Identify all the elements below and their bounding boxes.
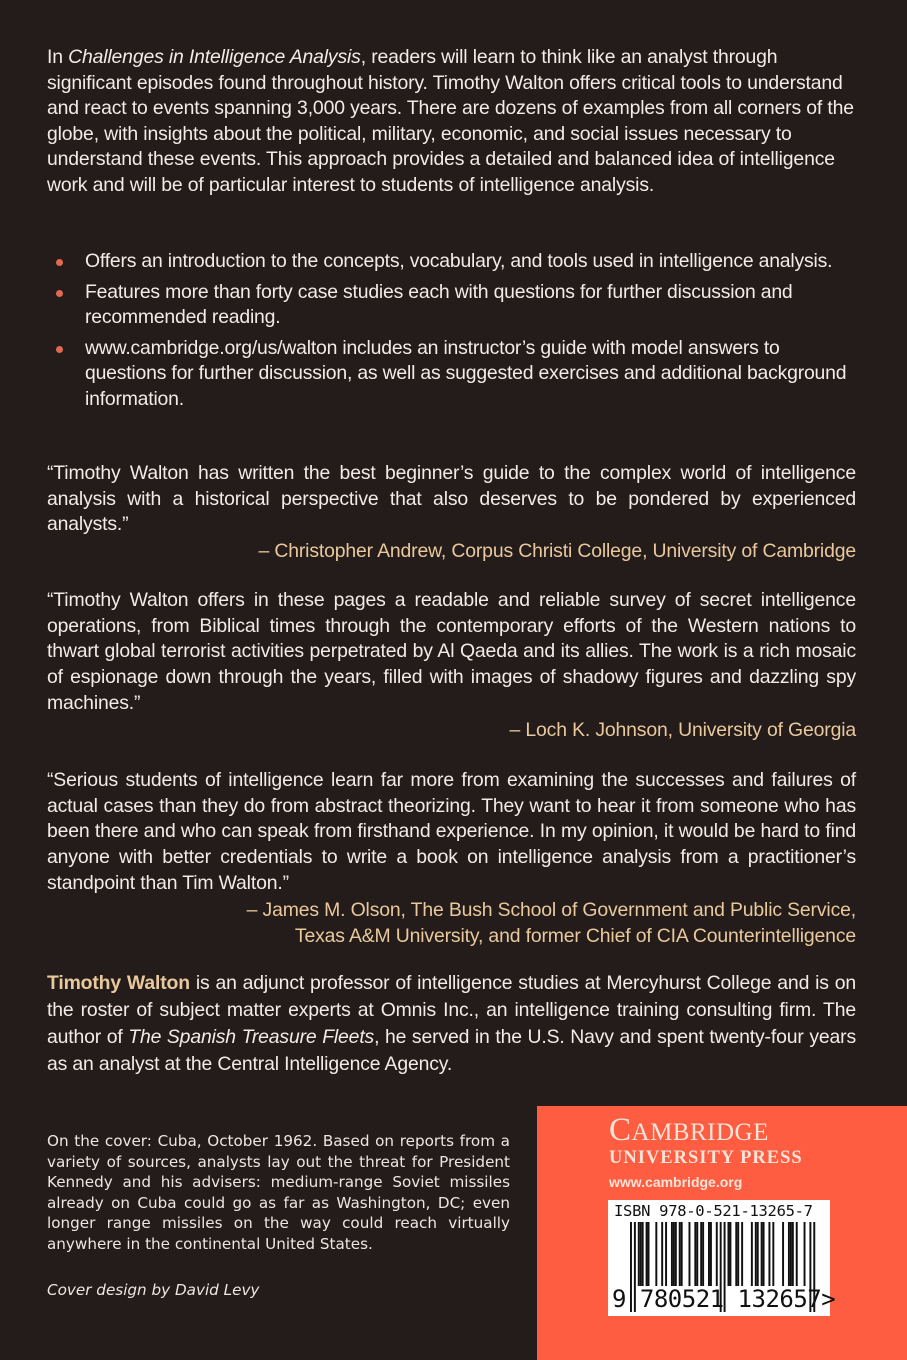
ean-digits: 9 780521 132657>	[612, 1285, 836, 1313]
author-name: Timothy Walton	[47, 972, 190, 994]
publisher-panel	[537, 1106, 907, 1360]
feature-item	[47, 336, 856, 413]
author-bio	[47, 970, 856, 1078]
barcode-bar	[763, 1222, 765, 1286]
barcode-bar	[728, 1222, 730, 1286]
barcode-bar	[796, 1222, 798, 1286]
quote-text: “Timothy Walton offers in these pages a readable and reliable survey of secret intelligence operations, from Biblical times through the contemporary efforts of the Western nations to thwart global terrorist activities perpetrated by Al Qaeda and its allies. The work is a rich mosaic of espionage down through the years, filled with images of shadowy figures and dazzling spy machines.”	[47, 589, 856, 714]
bullet-icon	[56, 290, 63, 297]
feature-text: www.cambridge.org/us/walton includes an instructor’s guide with model answers to questions for further discussion, as well as suggested exercises and additional background information.	[85, 336, 847, 410]
barcode-bar	[679, 1222, 681, 1286]
barcode-bar	[642, 1222, 644, 1286]
feature-text: Offers an introduction to the concepts, vocabulary, and tools used in intelligence analysis.	[85, 250, 833, 272]
barcode-bar	[782, 1222, 784, 1286]
feature-text: Features more than forty case studies each with questions for further discussion and recommended reading.	[85, 280, 793, 329]
barcode-bar	[716, 1222, 718, 1286]
publisher-logo	[609, 1112, 769, 1151]
isbn-label: ISBN 978-0-521-13265-7	[614, 1202, 813, 1220]
barcode-bar	[788, 1222, 790, 1286]
quote-attribution-line2: Texas A&M University, and former Chief of CIA Counterintelligence	[294, 924, 856, 947]
barcode-bar	[673, 1222, 675, 1286]
barcode-bar	[640, 1222, 642, 1286]
quote-text: “Serious students of intelligence learn far more from examining the successes and failures of actual cases than they do from abstract theorizing. They want to hear it from someone who has been there and who can speak from firsthand experience. In my opinion, it would be hard to find anyone with better credentials to write a book on intelligence analysis from a practitioner’s standpoint than Tim Walton.”	[47, 769, 856, 894]
endorsement-quote	[47, 588, 856, 743]
feature-item	[47, 249, 856, 275]
barcode-bar	[790, 1222, 792, 1286]
barcode-bar	[737, 1222, 739, 1286]
intro-paragraph	[47, 45, 856, 199]
barcode-bar	[702, 1222, 704, 1286]
endorsement-quote	[47, 768, 856, 949]
barcode-bar	[710, 1222, 712, 1286]
book-title: Challenges in Intelligence Analysis	[68, 46, 361, 68]
barcode-bar	[729, 1222, 731, 1286]
intro-text: , readers will learn to think like an analyst through significant episodes found throughout history. Timothy Walton offers critical tools to understand and react to events spanning 3,000 years. There are dozens of examples from all corners of the globe, with insights about the political, military, economic, and social issues necessary to understand these events. This approach provides a detailed and balanced idea of intelligence work and will be of particular interest to students of intelligence analysis.	[47, 46, 854, 196]
barcode-bar	[755, 1222, 757, 1286]
bullet-icon	[56, 259, 63, 266]
quote-attribution: – James M. Olson, The Bush School of Government and Public Service,	[246, 898, 856, 921]
barcode-bar	[735, 1222, 737, 1286]
barcode-bar	[694, 1222, 696, 1286]
barcode-bar	[804, 1222, 806, 1286]
barcode-bar	[741, 1222, 743, 1286]
intro-prefix: In	[47, 46, 69, 68]
cover-note: On the cover: Cuba, October 1962. Based on reports from a variety of sources, analysts lay out the threat for President Kennedy and his advisers: medium-range Soviet missiles already on Cuba could go as far as Washington, DC; even longer range missiles on the way could reach virtually anywhere in the continental United States.	[47, 1132, 510, 1253]
barcode-bar	[671, 1222, 673, 1286]
quote-text: “Timothy Walton has written the best beginner’s guide to the complex world of intelligence analysis with a historical perspective that also deserves to be pondered by experienced analysts.”	[47, 462, 856, 536]
barcode-bar	[761, 1222, 763, 1286]
barcode-bar	[696, 1222, 698, 1286]
endorsement-quote	[47, 461, 856, 564]
isbn-barcode	[608, 1200, 836, 1316]
logo-rest: AMBRIDGE	[631, 1119, 769, 1146]
barcode-bar	[681, 1222, 683, 1286]
bio-text: , he served in the U.S. Navy and spent twenty-four years as an analyst at the Central Intelligence Agency.	[47, 1026, 857, 1075]
barcode-bar	[708, 1222, 710, 1286]
feature-list	[47, 249, 856, 418]
publisher-url: www.cambridge.org	[609, 1174, 743, 1190]
barcode-bar	[661, 1222, 663, 1286]
barcode-bar	[751, 1222, 753, 1286]
barcode-bar	[757, 1222, 759, 1286]
bullet-icon	[56, 346, 63, 353]
bio-text: is an adjunct professor of intelligence studies at Mercyhurst College and is on the roster of subject matter experts at Omnis Inc., an intelligence training consulting firm. The author of	[47, 972, 856, 1048]
barcode-bar	[655, 1222, 657, 1286]
quote-attribution: – Christopher Andrew, Corpus Christi College, University of Cambridge	[258, 540, 856, 563]
barcode-bar	[768, 1222, 770, 1286]
barcode-bar	[638, 1222, 640, 1286]
cover-design-credit: Cover design by David Levy	[47, 1281, 260, 1299]
publisher-subtitle: UNIVERSITY PRESS	[609, 1148, 803, 1168]
feature-item	[47, 280, 856, 331]
barcode-bar	[772, 1222, 774, 1286]
quote-attribution: – Loch K. Johnson, University of Georgia	[509, 718, 856, 741]
other-book-title: The Spanish Treasure Fleets	[128, 1026, 375, 1048]
barcode-bar	[646, 1222, 648, 1286]
barcode-bar	[689, 1222, 691, 1286]
barcode-bar	[675, 1222, 677, 1286]
barcode-bar	[700, 1222, 702, 1286]
barcode-bar	[648, 1222, 650, 1286]
barcode-bar	[665, 1222, 667, 1286]
barcode-bar	[792, 1222, 794, 1286]
logo-initial: C	[609, 1112, 632, 1148]
